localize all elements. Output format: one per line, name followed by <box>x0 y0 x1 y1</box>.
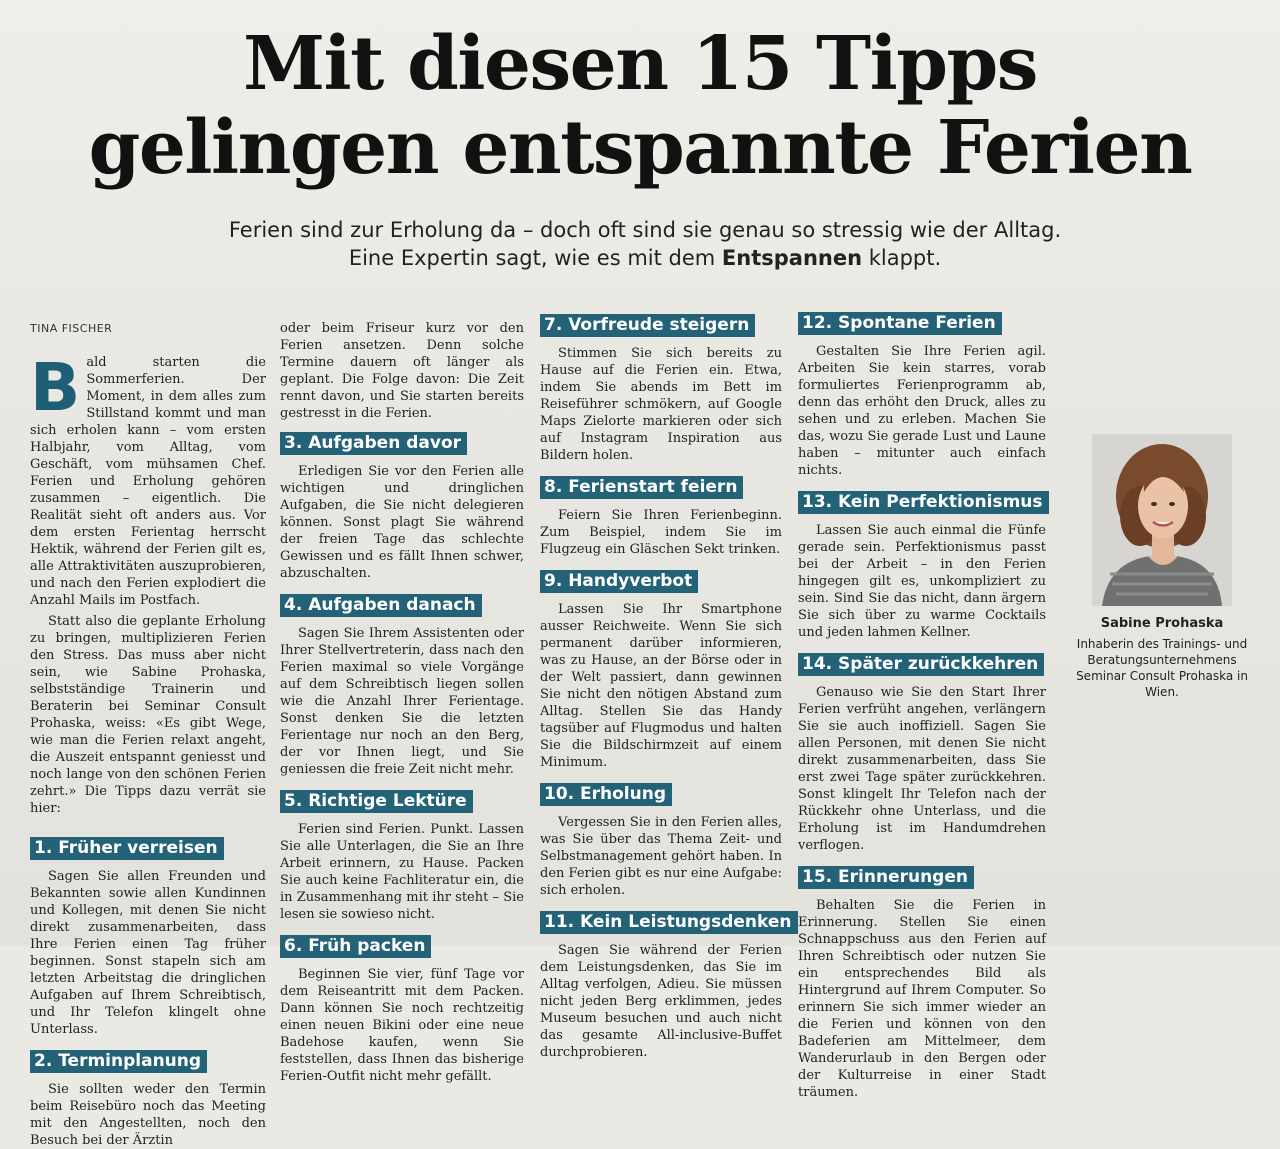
headline-line-2: gelingen entspannte Ferien <box>88 105 1192 191</box>
tip-heading: 10. Erholung <box>540 783 672 806</box>
tip-text: Feiern Sie Ihren Ferienbeginn. Zum Beispiel, indem Sie im Flugzeug ein Gläschen Sekt trinken. <box>540 508 782 557</box>
subtitle-text: Eine Expertin sagt, wie es mit dem <box>348 246 722 270</box>
column-1 <box>30 349 266 1149</box>
portrait-caption <box>1076 616 1248 700</box>
tip-heading: 7. Vorfreude steigern <box>540 314 755 337</box>
tip-text: Sagen Sie während der Ferien dem Leistungsdenken, das Sie im Alltag verfolgen, Adieu. Sie müssen nicht jeden Berg erklimmen, jedes Museum besuchen und auch nicht das gesamte All-inclusive-Buffet durchprobieren. <box>540 943 782 1060</box>
column-4 <box>798 312 1046 1101</box>
intro-paragraph-2: Statt also die geplante Erholung zu bringen, multiplizieren Ferien den Stress. Das muss aber nicht sein, wie Sabine Prohaska, selbstständige Trainerin und Beraterin bei Seminar Consult Prohaska, weiss: «Es gibt Wege, wie man die Ferien relaxt angeht, die Auszeit entspannt geniesst und noch lange von den schönen Ferien zehrt.» Die Tipps dazu verrät sie hier: <box>30 614 266 816</box>
tip-text: Sagen Sie Ihrem Assistenten oder Ihrer Stellvertreterin, dass nach den Ferien maximal so viele Vorgänge auf dem Schreibtisch liegen sollen wie die Anzahl Ihrer Ferientage. Sonst denken Sie die letzten Ferientage nur noch an den Berg, der vor Ihnen liegt, und Sie geniessen die freie Zeit nicht mehr. <box>280 626 524 777</box>
tip-text: Lassen Sie Ihr Smartphone ausser Reichweite. Wenn Sie sich permanent darüber informieren, was zu Hause, an der Börse oder in der Welt passiert, dann gewinnen Sie nicht den nötigen Abstand zum Alltag. Stellen Sie das Handy tagsüber auf Flugmodus und halten Sie die Bildschirmzeit auf einem Minimum. <box>540 602 782 770</box>
author-byline: TINA FISCHER <box>30 322 113 335</box>
headline-line-1: Mit diesen 15 Tipps <box>243 21 1037 107</box>
tip-heading: 3. Aufgaben davor <box>280 432 467 455</box>
tip-text: Gestalten Sie Ihre Ferien agil. Arbeiten Sie kein starres, vorab formuliertes Ferienprogramm ab, denn das erhöht den Druck, alles zu sehen und zu erleben. Machen Sie das, wozu Sie gerade Lust und Laune haben – mitunter auch einfach nichts. <box>798 344 1046 478</box>
portrait-photo <box>1092 434 1232 606</box>
tip-text: Beginnen Sie vier, fünf Tage vor dem Reiseantritt mit dem Packen. Dann können Sie noch rechtzeitig einen neuen Bikini oder eine neue Badehose kaufen, wenn Sie feststellen, dass Ihnen das bisherige Ferien-Outfit nicht mehr gefällt. <box>280 967 524 1084</box>
tip-text: Genauso wie Sie den Start Ihrer Ferien verfrüht angehen, verlängern Sie sie auch inoffiziell. Sagen Sie allen Personen, mit denen Sie nicht direkt zusammenarbeiten, dass Sie erst zwei Tage später zurückkehren. Sonst klingelt Ihr Telefon nach der Rückkehr ohne Unterlass, und die Erholung ist im Handumdrehen verflogen. <box>798 685 1046 853</box>
headline <box>0 22 1280 190</box>
intro-text: ald starten die Sommerferien. Der Moment, in dem alles zum Stillstand kommt und man sich erholen kann – vom ersten Halbjahr, vom Alltag, vom Geschäft, vom mühsamen Chef. Ferien und Erholung gehören zusammen – eigentlich. Die Realität sieht oft anders aus. Vor dem ersten Ferientag herrscht Hektik, während der Ferien gilt es, alle Attraktivitäten auszuprobieren, und nach den Ferien explodiert die Anzahl Mails im Postfach. <box>30 355 266 608</box>
tip-heading: 13. Kein Perfektionismus <box>798 491 1049 514</box>
column-3 <box>540 314 792 1061</box>
portrait-image <box>1092 434 1232 606</box>
portrait-name: Sabine Prohaska <box>1100 616 1224 631</box>
tip-text: Stimmen Sie sich bereits zu Hause auf die Ferien ein. Etwa, indem Sie abends im Bett im Reiseführer schmökern, auf Google Maps Zielorte markieren oder sich auf Instagram Inspiration aus Bildern holen. <box>540 346 782 463</box>
tip-heading: 5. Richtige Lektüre <box>280 790 473 813</box>
column-2 <box>280 320 524 1085</box>
tip-heading: 8. Ferienstart feiern <box>540 476 743 499</box>
tip-heading: 15. Erinnerungen <box>798 866 974 889</box>
subtitle-text-end: klappt. <box>862 246 942 270</box>
tip-heading: 9. Handyverbot <box>540 570 698 593</box>
tip-text: Erledigen Sie vor den Ferien alle wichtigen und dringlichen Aufgaben, die Sie nicht delegieren können. Sonst plagt Sie während der freien Tage das schlechte Gewissen und es fällt Ihnen schwer, abzuschalten. <box>280 464 524 581</box>
tip-text: Behalten Sie die Ferien in Erinnerung. Stellen Sie einen Schnappschuss aus den Ferien auf Ihren Schreibtisch oder nutzen Sie ein entsprechendes Bild als Hintergrund auf Ihrem Computer. So erinnern Sie sich immer wieder an die Ferien und können von den Badeferien am Mittelmeer, dem Wanderurlaub in den Bergen oder der Kulturreise in einer Stadt träumen. <box>798 898 1046 1100</box>
tip-heading: 6. Früh packen <box>280 935 431 958</box>
tip-text: Sie sollten weder den Termin beim Reisebüro noch das Meeting mit den Angestellten, noch den Besuch bei der Ärztin <box>30 1082 266 1148</box>
subtitle-line-1: Ferien sind zur Erholung da – doch oft sind sie genau so stressig wie der Alltag. <box>228 218 1062 242</box>
drop-cap: B <box>30 349 81 426</box>
tip-text: Ferien sind Ferien. Punkt. Lassen Sie alle Unterlagen, die Sie an Ihre Arbeit erinnern, zu Hause. Packen Sie auch keine Fachliteratur ein, die in Zusammenhang mit ihr steht – Sie lesen sie sowieso nicht. <box>280 822 524 922</box>
tip-text-continued: oder beim Friseur kurz vor den Ferien ansetzen. Denn solche Termine dauern oft länger als geplant. Die Folge davon: Die Zeit rennt davon, und Sie starten bereits gestresst in die Ferien. <box>280 321 524 421</box>
portrait-description: Inhaberin des Trainings- und Beratungsunternehmens Seminar Consult Prohaska in Wien. <box>1076 637 1248 699</box>
subtitle-line-2 <box>120 244 1170 272</box>
tip-text: Sagen Sie allen Freunden und Bekannten sowie allen Kundinnen und Kollegen, mit denen Sie nicht direkt zusammenarbeiten, dass Ihre Ferien einen Tag früher beginnen. Sonst stapeln sich am letzten Arbeitstag die dringlichen Aufgaben auf Ihrem Schreibtisch, und Ihr Telefon klingelt ohne Unterlass. <box>30 869 266 1037</box>
tip-text: Vergessen Sie in den Ferien alles, was Sie über das Thema Zeit- und Selbstmanagement gehört haben. In den Ferien gibt es nur eine Aufgabe: sich erholen. <box>540 815 782 898</box>
subtitle <box>120 216 1170 272</box>
tip-heading: 12. Spontane Ferien <box>798 312 1002 335</box>
subtitle-emphasis: Entspannen <box>721 246 863 270</box>
tip-heading: 4. Aufgaben danach <box>280 594 482 617</box>
tip-heading: 1. Früher verreisen <box>30 837 224 860</box>
tip-heading: 11. Kein Leistungsdenken <box>540 911 798 934</box>
intro-paragraph <box>30 349 266 609</box>
tip-heading: 2. Terminplanung <box>30 1050 207 1073</box>
tip-text: Lassen Sie auch einmal die Fünfe gerade sein. Perfektionismus passt bei der Arbeit – in den Ferien hingegen gilt es, unkompliziert zu sein. Sind Sie das nicht, dann ärgern Sie sich über zu warme Cocktails und jeden lahmen Kellner. <box>798 523 1046 640</box>
tip-heading: 14. Später zurückkehren <box>798 653 1044 676</box>
